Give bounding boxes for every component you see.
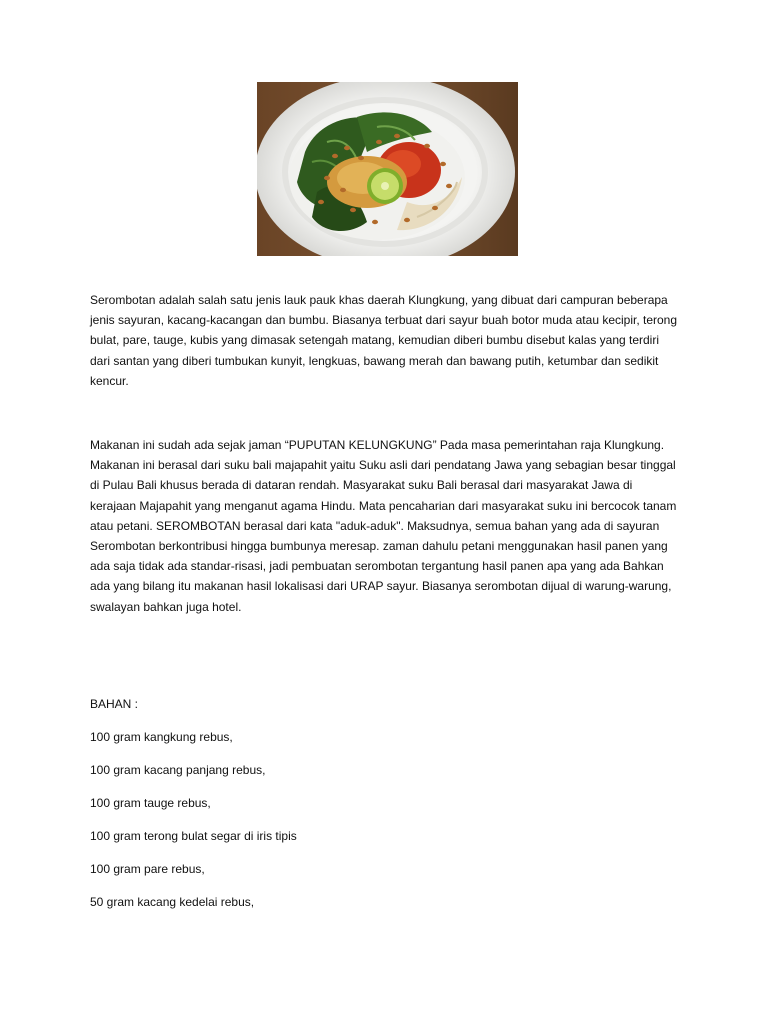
ingredient-item: 100 gram terong bulat segar di iris tipis xyxy=(90,829,297,843)
paragraph-intro: Serombotan adalah salah satu jenis lauk pauk khas daerah Klungkung, yang dibuat dari campuran beberapa jenis sayuran, kacang-kacangan dan bumbu. Biasanya terbuat dari sayur buah botor muda atau kecipir, terong bulat, pare, tauge, kubis yang dimasak setengah matang, kemudian diberi bumbu disebut kalas yang terdiri dari santan yang diberi tumbukan kunyit, lengkuas, bawang merah dan bawang putih, ketumbar dan sedikit kencur. xyxy=(90,293,678,388)
serombotan-dish-image xyxy=(257,82,518,256)
ingredient-item: 50 gram kacang kedelai rebus, xyxy=(90,895,255,909)
ingredient-list xyxy=(90,728,297,926)
serombotan-photo xyxy=(257,82,518,256)
bahan-heading: BAHAN : xyxy=(90,697,139,711)
paragraph-history: Makanan ini sudah ada sejak jaman “PUPUTAN KELUNGKUNG” Pada masa pemerintahan raja Klungkung. Makanan ini berasal dari suku bali majapahit yaitu Suku asli dari pendatang Jawa yang sebagian besar tinggal di Pulau Bali khusus berada di dataran rendah. Masyarakat suku Bali berasal dari masyarakat Jawa di kerajaan Majapahit yang menganut agama Hindu. Mata pencaharian dari masyarakat suku ini bercocok tanam atau petani. SEROMBOTAN berasal dari kata "aduk-aduk". Maksudnya, semua bahan yang ada di sayuran Serombotan berkontribusi hingga bumbunya meresap. zaman dahulu petani menggunakan hasil panen yang ada saja tidak ada standar-risasi, jadi pembuatan serombotan tergantung hasil panen apa yang ada Bahkan ada yang bilang itu makanan hasil lokalisasi dari URAP sayur. Biasanya serombotan dijual di warung-warung, swalayan bahkan juga hotel. xyxy=(90,438,677,614)
ingredient-item: 100 gram kangkung rebus, xyxy=(90,730,233,744)
ingredient-item: 100 gram kacang panjang rebus, xyxy=(90,763,266,777)
ingredient-item: 100 gram pare rebus, xyxy=(90,862,205,876)
ingredient-item: 100 gram tauge rebus, xyxy=(90,796,211,810)
